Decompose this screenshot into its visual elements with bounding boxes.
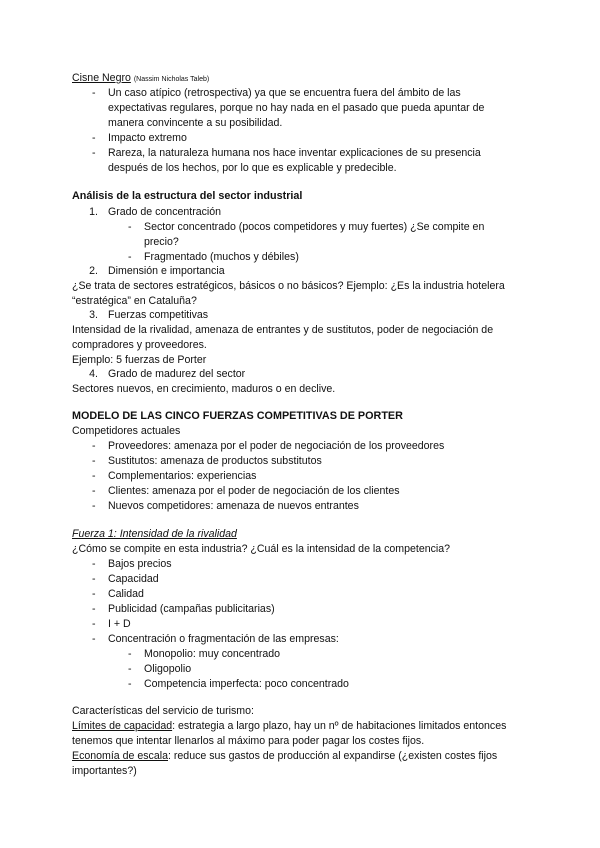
- porter-item: Complementarios: experiencias: [108, 470, 257, 482]
- bullet-dash: -: [92, 440, 96, 452]
- bullet-dash: -: [92, 633, 96, 645]
- fuerza1-sub-item: Competencia imperfecta: poco concentrado: [144, 678, 349, 690]
- cisne-title-line: [72, 71, 532, 87]
- bullet-dash: -: [92, 485, 96, 497]
- analisis-heading: Análisis de la estructura del sector industrial: [72, 190, 303, 202]
- fuerza1-item: Concentración o fragmentación de las empresas:: [108, 633, 339, 645]
- bullet-dash: -: [92, 603, 96, 615]
- bullet-dash: -: [92, 618, 96, 630]
- analisis-item-1: Grado de concentración: [108, 206, 222, 218]
- bullet-dash: -: [92, 132, 96, 144]
- analisis-item-4-text: Sectores nuevos, en crecimiento, maduros o en declive.: [72, 383, 336, 395]
- limites-label: Límites de capacidad: [72, 720, 173, 732]
- limites-text: : estrategia a largo plazo, hay un nº de habitaciones limitados entonces: [172, 720, 507, 732]
- bullet-dash: -: [92, 87, 96, 99]
- number-marker: 4.: [89, 368, 98, 380]
- fuerza1-heading: Fuerza 1: Intensidad de la rivalidad: [72, 528, 237, 540]
- porter-heading: MODELO DE LAS CINCO FUERZAS COMPETITIVAS DE PORTER: [72, 410, 403, 422]
- cisne-item-2: Impacto extremo: [108, 132, 187, 144]
- economia-text: : reduce sus gastos de producción al expandirse (¿existen costes fijos: [168, 750, 498, 762]
- number-marker: 3.: [89, 309, 98, 321]
- number-marker: 2.: [89, 265, 98, 277]
- bullet-dash: -: [92, 470, 96, 482]
- turismo-limites-line-2: tenemos que intentar llenarlos al máximo para poder pagar los costes fijos.: [72, 735, 425, 747]
- bullet-dash: -: [92, 588, 96, 600]
- bullet-dash: -: [128, 678, 132, 690]
- turismo-limites-line: [72, 719, 532, 734]
- analisis-item-1-sub-1-line-1: Sector concentrado (pocos competidores y muy fuertes) ¿Se compite en: [144, 221, 485, 233]
- bullet-dash: -: [92, 500, 96, 512]
- bullet-dash: -: [128, 663, 132, 675]
- turismo-economia-line-2: importantes?): [72, 765, 137, 777]
- analisis-item-3-text-line-1: Intensidad de la rivalidad, amenaza de entrantes y de sustitutos, poder de negociación de: [72, 324, 494, 336]
- fuerza1-sub-item: Monopolio: muy concentrado: [144, 648, 281, 660]
- porter-item: Clientes: amenaza por el poder de negociación de los clientes: [108, 485, 400, 497]
- fuerza1-item: I + D: [108, 618, 131, 630]
- porter-item: Proveedores: amenaza por el poder de negociación de los proveedores: [108, 440, 445, 452]
- porter-item: Sustitutos: amenaza de productos substitutos: [108, 455, 322, 467]
- porter-item: Nuevos competidores: amenaza de nuevos entrantes: [108, 500, 359, 512]
- fuerza1-sub-item: Oligopolio: [144, 663, 192, 675]
- analisis-item-1-sub-1-line-2: precio?: [144, 236, 179, 248]
- cisne-item-1-line-3: manera convincente a su posibilidad.: [108, 117, 283, 129]
- porter-intro: Competidores actuales: [72, 425, 181, 437]
- fuerza1-item: Capacidad: [108, 573, 159, 585]
- economia-label: Economía de escala: [72, 750, 168, 762]
- cisne-item-1-line-1: Un caso atípico (retrospectiva) ya que se encuentra fuera del ámbito de las: [108, 87, 461, 99]
- bullet-dash: -: [128, 648, 132, 660]
- cisne-author: (Nassim Nicholas Taleb): [133, 76, 210, 83]
- bullet-dash: -: [128, 251, 132, 263]
- cisne-item-3-line-1: Rareza, la naturaleza humana nos hace inventar explicaciones de su presencia: [108, 147, 481, 159]
- fuerza1-item: Publicidad (campañas publicitarias): [108, 603, 275, 615]
- analisis-item-3: Fuerzas competitivas: [108, 309, 209, 321]
- analisis-item-4: Grado de madurez del sector: [108, 368, 246, 380]
- bullet-dash: -: [128, 221, 132, 233]
- number-marker: 1.: [89, 206, 98, 218]
- bullet-dash: -: [92, 558, 96, 570]
- analisis-item-3-text-line-2: compradores y proveedores.: [72, 339, 207, 351]
- analisis-item-2-text-line-1: ¿Se trata de sectores estratégicos, básicos o no básicos? Ejemplo: ¿Es la industria hotelera: [72, 280, 505, 292]
- fuerza1-item: Calidad: [108, 588, 144, 600]
- fuerza1-item: Bajos precios: [108, 558, 172, 570]
- bullet-dash: -: [92, 573, 96, 585]
- turismo-economia-line: [72, 749, 532, 764]
- analisis-item-1-sub-2: Fragmentado (muchos y débiles): [144, 251, 299, 263]
- cisne-item-3-line-2: después de los hechos, por lo que es explicable y predecible.: [108, 162, 397, 174]
- cisne-title: Cisne Negro: [72, 72, 131, 84]
- cisne-item-1-line-2: expectativas regulares, porque no hay nada en el pasado que pueda apuntar de: [108, 102, 485, 114]
- bullet-dash: -: [92, 455, 96, 467]
- turismo-intro: Características del servicio de turismo:: [72, 705, 254, 717]
- fuerza1-question: ¿Cómo se compite en esta industria? ¿Cuál es la intensidad de la competencia?: [72, 543, 451, 555]
- analisis-item-2: Dimensión e importancia: [108, 265, 225, 277]
- analisis-item-2-text-line-2: “estratégica” en Cataluña?: [72, 295, 197, 307]
- analisis-item-3-text-line-3: Ejemplo: 5 fuerzas de Porter: [72, 354, 207, 366]
- bullet-dash: -: [92, 147, 96, 159]
